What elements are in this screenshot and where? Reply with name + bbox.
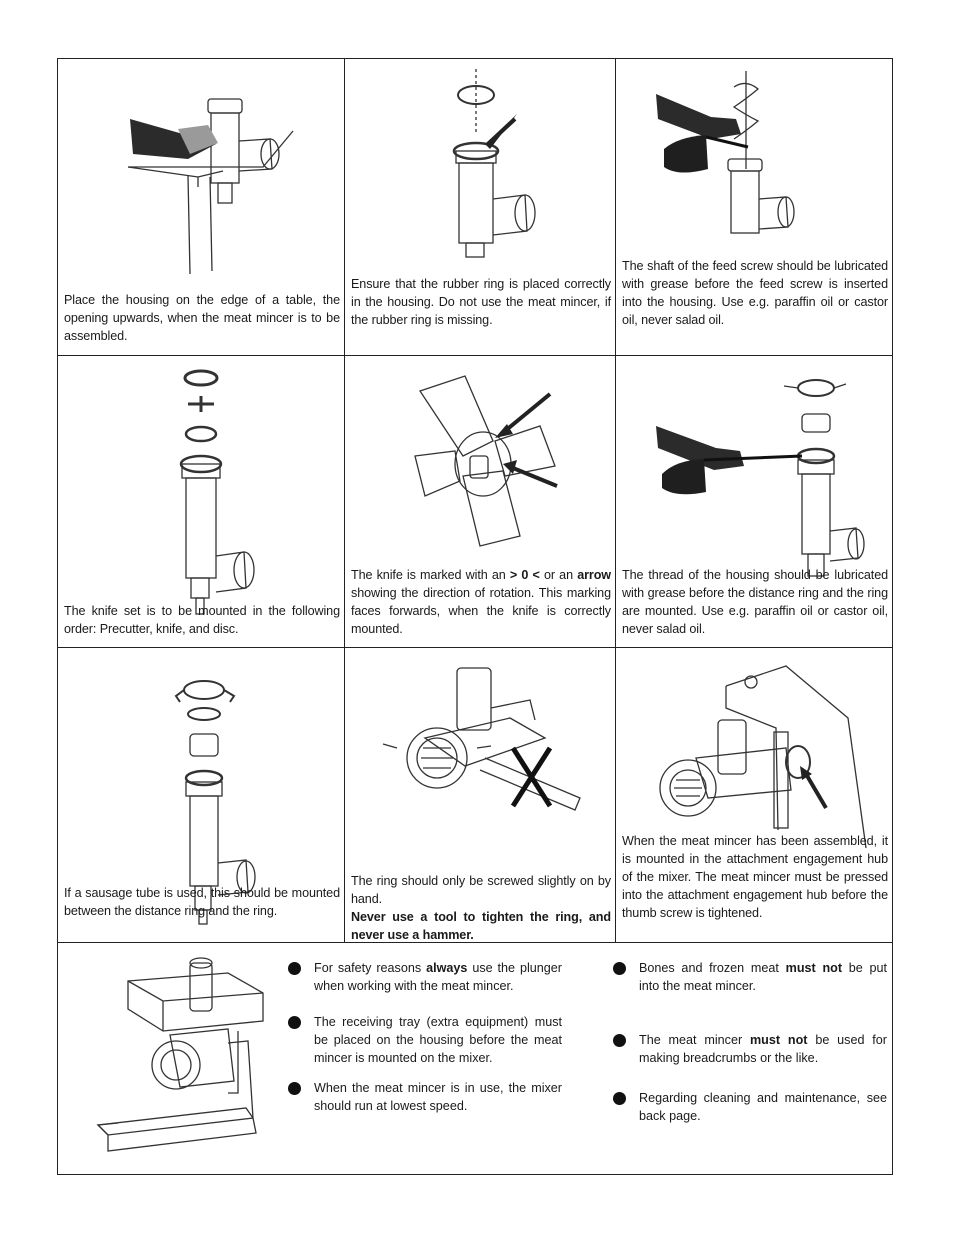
safety-item: Bones and frozen meat must not be put into the meat mincer. — [613, 959, 887, 995]
safety-item: The meat mincer must not be used for making breadcrumbs or the like. — [613, 1031, 887, 1067]
mincer-with-tray-illustration — [88, 943, 318, 1174]
bullet-dot-icon — [288, 1016, 301, 1029]
step-cell-thread-grease — [616, 356, 892, 648]
bullet-dot-icon — [613, 1092, 626, 1105]
bullet-dot-icon — [613, 962, 626, 975]
step-cell-knife-set-order — [58, 356, 345, 648]
step-cell-sausage-tube — [58, 648, 345, 943]
safety-item: The receiving tray (extra equipment) must be placed on the housing before the meat mincer is mounted on the mixer. — [288, 1013, 562, 1067]
step-text: When the meat mincer has been assembled, it is mounted in the attachment engagement hub of the mixer. The meat mincer must be pressed into the attachment engagement hub before the thumb screw is tightened. — [622, 834, 888, 920]
step-text: Place the housing on the edge of a table, the opening upwards, when the meat mincer is to be assembled. — [64, 293, 340, 343]
step-text: If a sausage tube is used, this should be mounted between the distance ring and the ring. — [64, 886, 340, 918]
step-text: The ring should only be screwed slightly on by hand. Never use a tool to tighten the ring, and never use a hammer. — [351, 874, 611, 942]
safety-list-left — [288, 959, 562, 1131]
step-cell-knife-marking — [345, 356, 616, 648]
step-cell-housing-on-table — [58, 59, 345, 356]
step-cell-mount-on-mixer — [616, 648, 892, 943]
safety-list-right — [613, 959, 887, 1141]
safety-item: Regarding cleaning and maintenance, see back page. — [613, 1089, 887, 1125]
bullet-dot-icon — [288, 962, 301, 975]
step-cell-feed-screw-grease — [616, 59, 892, 356]
step-text: The thread of the housing should be lubricated with grease before the distance ring and the ring are mounted. Use e.g. paraffin oil or castor oil, never salad oil. — [622, 568, 888, 636]
safety-panel — [58, 943, 892, 1174]
step-text: The shaft of the feed screw should be lubricated with grease before the feed screw is inserted into the housing. Use e.g. paraffin oil or castor oil, never salad oil. — [622, 259, 888, 327]
safety-item: When the meat mincer is in use, the mixer should run at lowest speed. — [288, 1079, 562, 1115]
safety-item: For safety reasons always use the plunger when working with the meat mincer. — [288, 959, 562, 995]
step-text: Ensure that the rubber ring is placed correctly in the housing. Do not use the meat mincer, if the rubber ring is missing. — [351, 277, 611, 327]
step-text: The knife is marked with an > 0 < or an arrow showing the direction of rotation. This marking faces forwards, when the knife is correctly mounted. — [351, 568, 611, 636]
step-text: The knife set is to be mounted in the following order: Precutter, knife, and disc. — [64, 604, 340, 636]
instruction-sheet — [57, 58, 893, 1175]
bullet-dot-icon — [288, 1082, 301, 1095]
step-cell-ring-by-hand — [345, 648, 616, 943]
bullet-dot-icon — [613, 1034, 626, 1047]
step-cell-rubber-ring — [345, 59, 616, 356]
